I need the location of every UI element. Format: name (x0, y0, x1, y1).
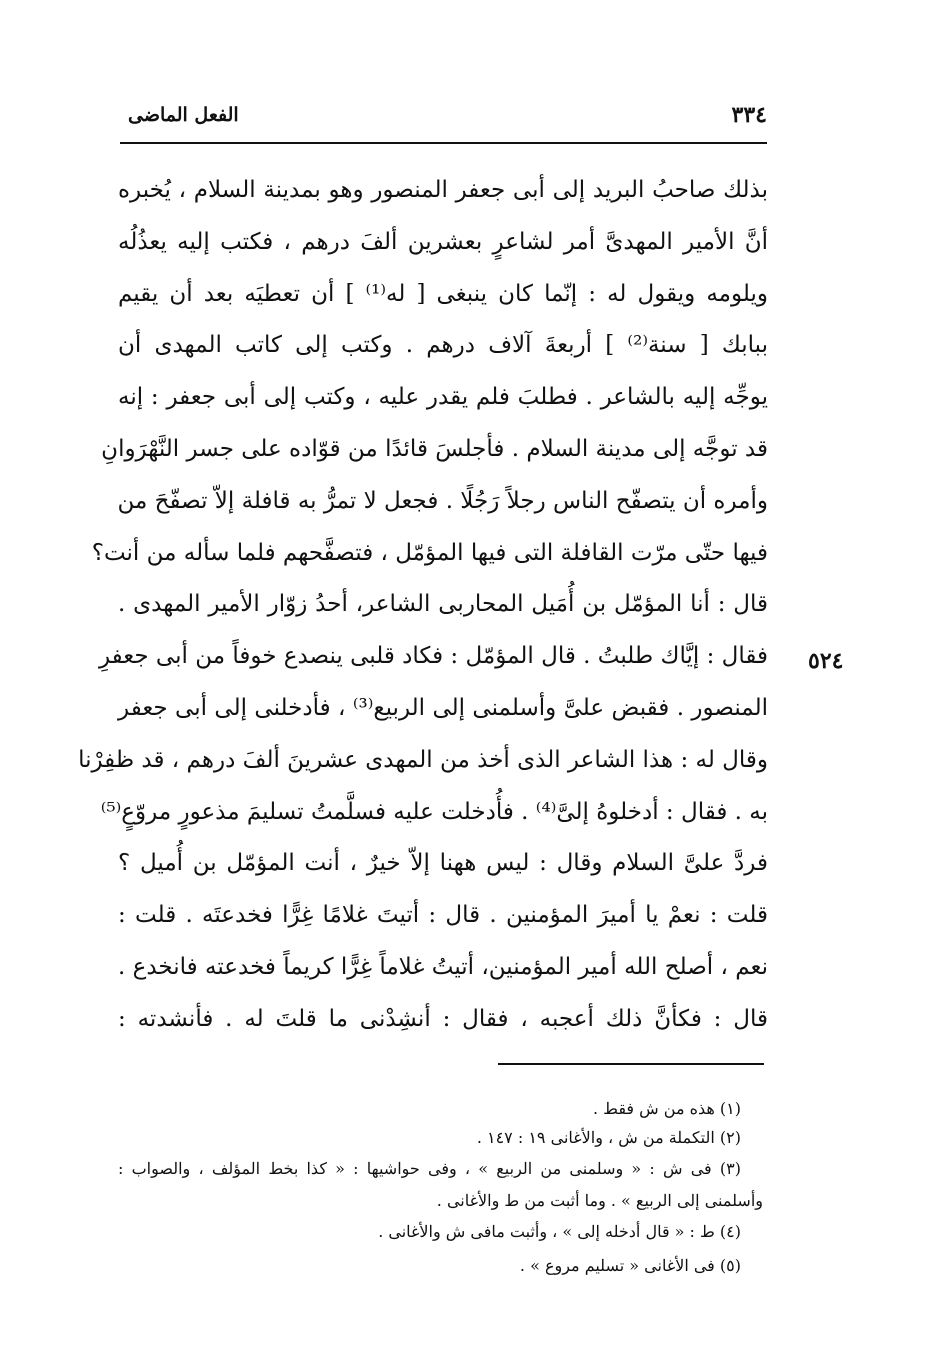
page-number: ٣٣٤ (731, 102, 767, 128)
footnote-rule (498, 1063, 764, 1065)
body-line: يوجِّه إليه بالشاعر . فطلبَ فلم يقدر عليه ، وكتب إلى أبى جعفر : إنه (118, 384, 768, 411)
header-rule (120, 142, 767, 144)
body-line: فردَّ علىَّ السلام وقال : ليس ههنا إلاّ خيرٌ ، أنت المؤمّل بن أُميل ؟ (118, 850, 768, 877)
body-text (78, 165, 768, 1046)
running-title: الفعل الماضى (128, 104, 239, 126)
page-header (120, 98, 767, 138)
footnote: (١) هذه من ش فقط . (592, 1099, 741, 1118)
body-line: قلت : نعمْ يا أميرَ المؤمنين . قال : أتيتَ غلامًا غِرًّا فخدعتَه . قلت : (118, 902, 768, 929)
body-line: فيها حتّى مرّت القافلة التى فيها المؤمّل ، فتصفَّحهم فلما سأله من أنت؟ (91, 539, 768, 566)
body-line: قد توجَّه إلى مدينة السلام . فأجلسَ قائدًا من قوّاده على جسر النَّهْرَوانِ (101, 435, 768, 462)
footnote: (٢) التكملة من ش ، والأغانى ١٩ : ١٤٧ . (476, 1128, 741, 1147)
body-line: بذلك صاحبُ البريد إلى أبى جعفر المنصور وهو بمدينة السلام ، يُخبره (118, 177, 768, 203)
body-line: أنَّ الأمير المهدىَّ أمر لشاعرٍ بعشرين ألفَ درهم ، فكتب إليه يعذُلُه (118, 228, 768, 255)
body-line: فقال : إيَّاك طلبتُ . قال المؤمّل : فكاد قلبى ينصدع خوفاً من أبى جعفرِ (98, 643, 768, 670)
body-line: قال : فكأنَّ ذلك أعجبه ، فقال : أنشِدْنى ما قلتَ له . فأنشدته : (118, 1005, 768, 1032)
footnote: (٣) فى ش : « وسلمنى من الربيع » ، وفى حواشيها : « كذا بخط المؤلف ، والصواب : (118, 1159, 741, 1178)
body-line: وأمره أن يتصفّح الناس رجلاً رَجُلًا . فجعل لا تمرُّ به قافلة إلاّ تصفّحَ من (117, 487, 768, 514)
body-line: ويلومه ويقول له : إنّما كان ينبغى [ له⁽¹⁾ ] أن تعطيَه بعد أن يقيم (118, 280, 768, 307)
footnote: (٥) فى الأغانى « تسليم مروع » . (519, 1256, 741, 1275)
body-line: قال : أنا المؤمّل بن أُمَيل المحاربى الشاعر، أحدُ زوّار الأمير المهدى . (118, 591, 768, 618)
body-line: ببابك [ سنة⁽²⁾ ] أربعةَ آلاف درهم . وكتب إلى كاتب المهدى أن (118, 332, 768, 359)
body-line: به . فقال : أدخلوهُ إلىَّ⁽⁴⁾ . فأُدخلت عليه فسلَّمتُ تسليمَ مذعورٍ مروّعٍ⁽⁵⁾ (100, 798, 768, 825)
margin-number: ٥٢٤ (808, 648, 844, 674)
body-line: نعم ، أصلح الله أمير المؤمنين، أتيتُ غلاماً غِرًّا كريماً فخدعته فانخدع . (118, 953, 768, 980)
footnote-continuation: وأسلمنى إلى الربيع » . وما أثبت من ط والأغانى . (436, 1191, 763, 1210)
body-line: وقال له : هذا الشاعر الذى أخذ من المهدى عشرينَ ألفَ درهم ، قد ظفِرْنا (78, 746, 768, 773)
footnotes (118, 1094, 763, 1283)
body-line: المنصور . فقبض علىَّ وأسلمنى إلى الربيع⁽³⁾ ، فأدخلنى إلى أبى جعفر (118, 694, 768, 721)
footnote: (٤) ط : « قال أدخله إلى » ، وأثبت مافى ش والأغانى . (378, 1222, 741, 1241)
